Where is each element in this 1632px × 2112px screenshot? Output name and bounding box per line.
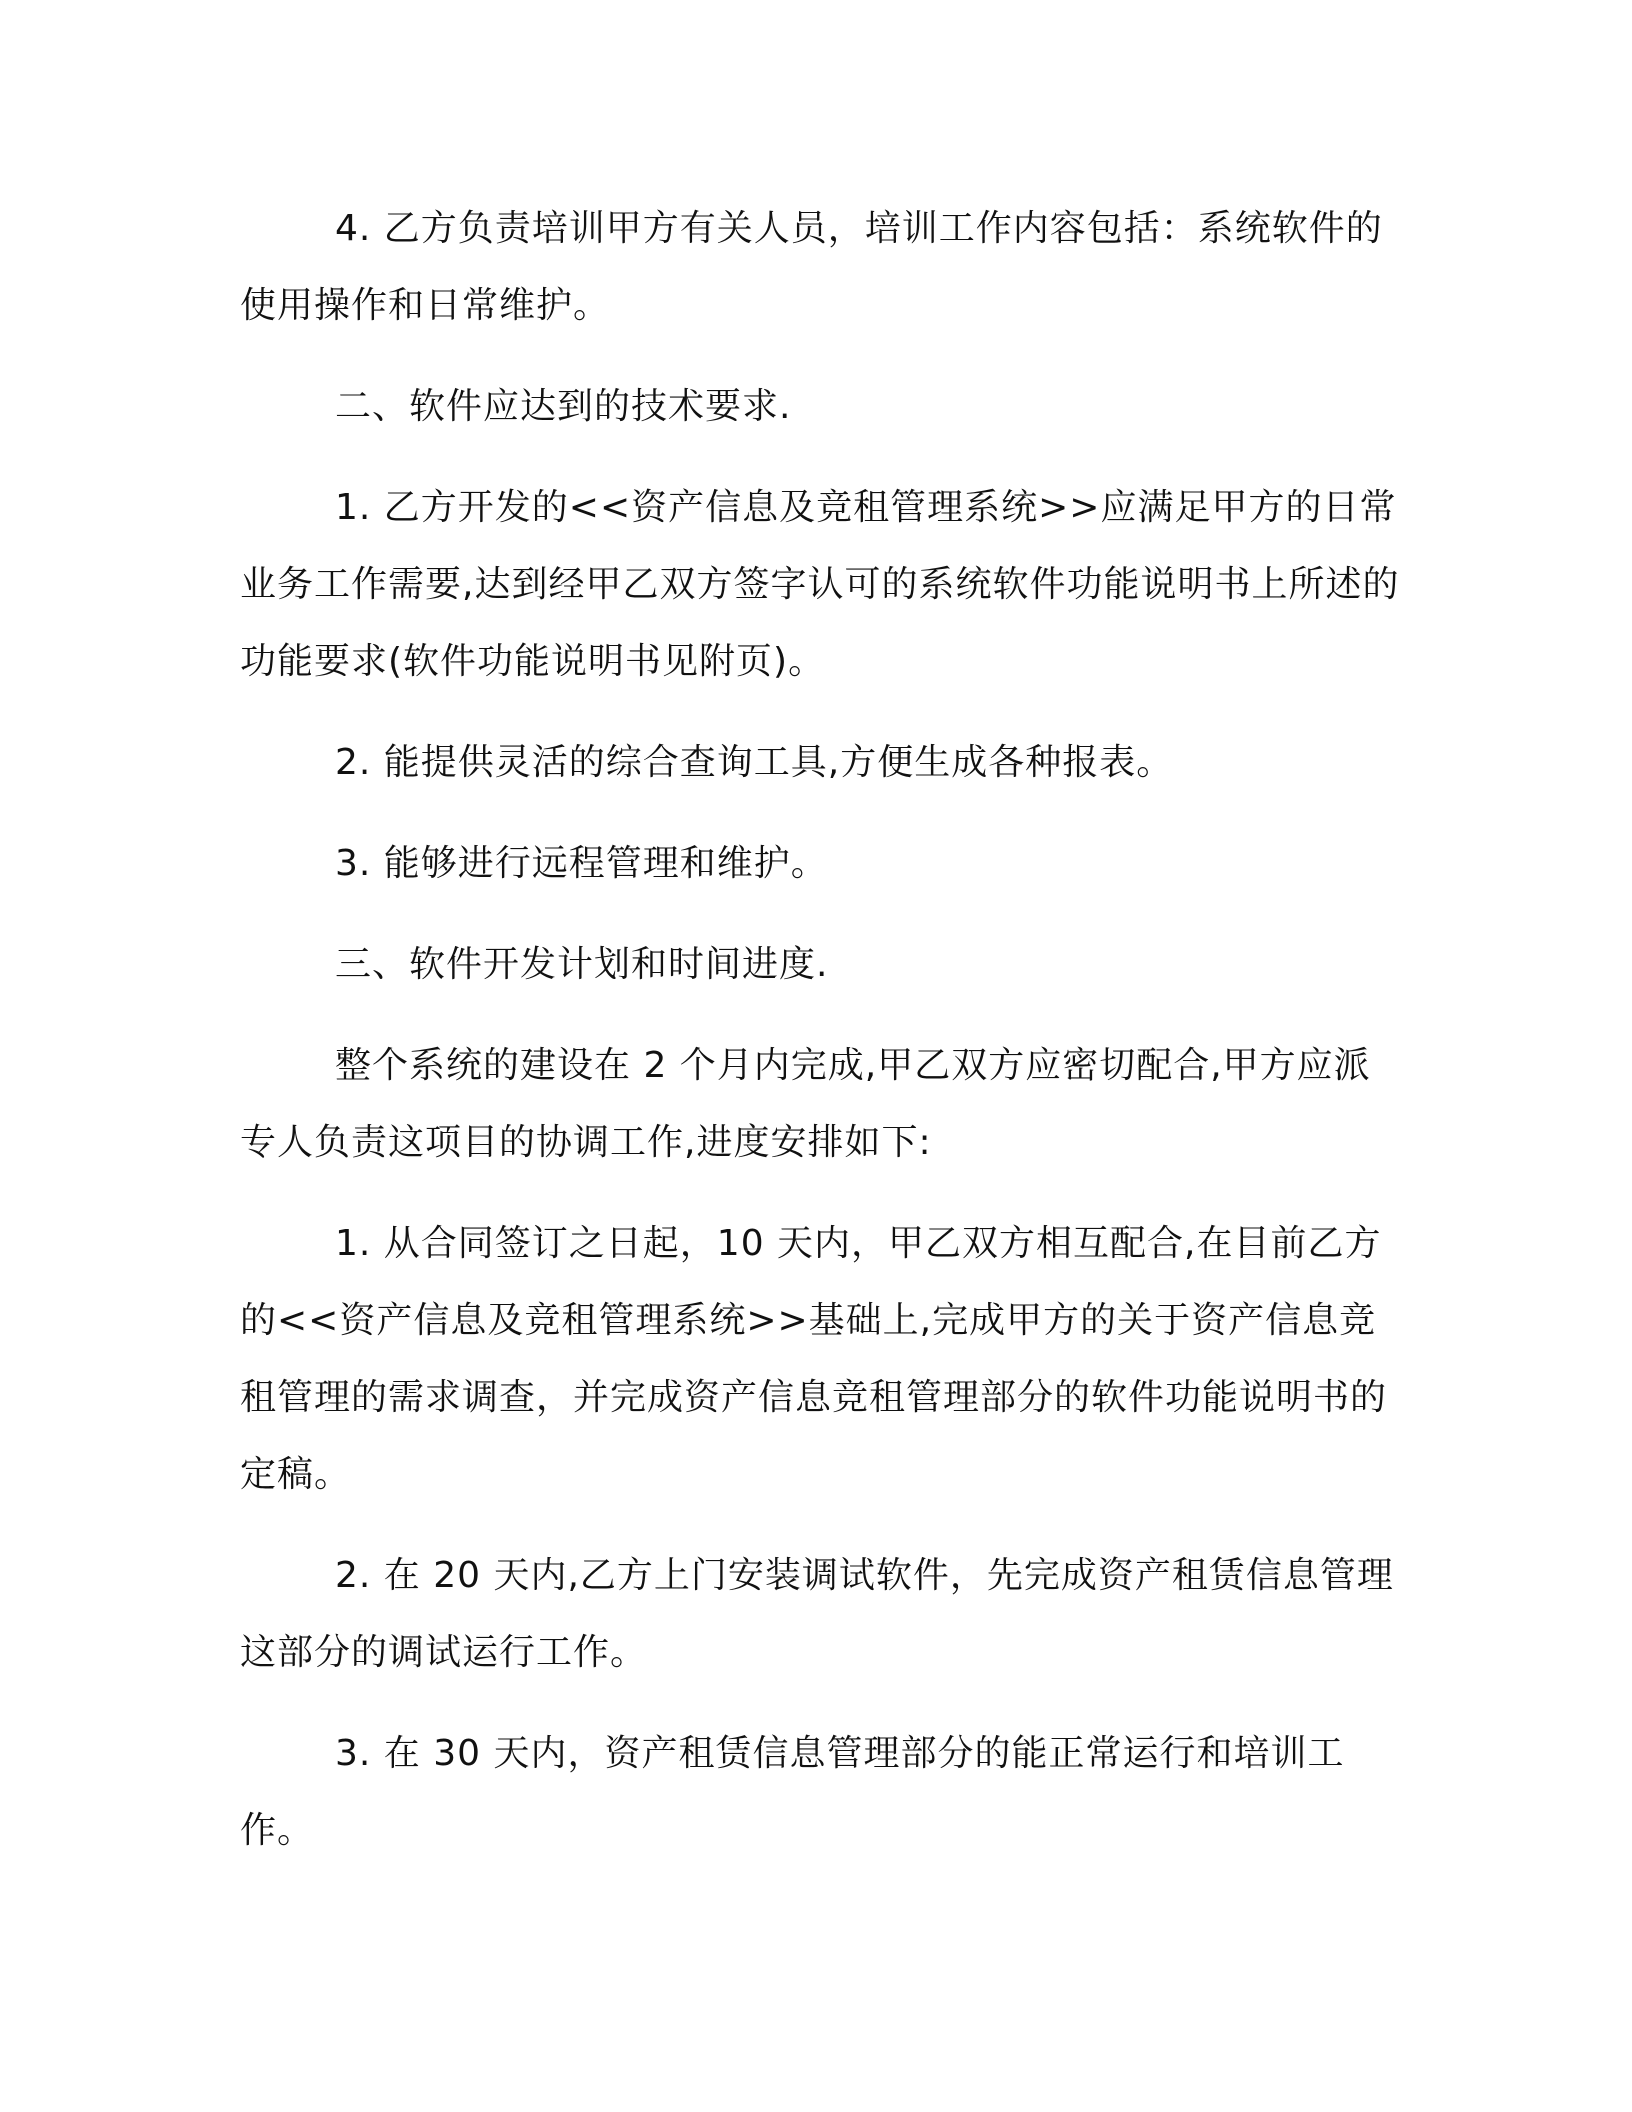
paragraph-training: 4. 乙方负责培训甲方有关人员，培训工作内容包括：系统软件的使用操作和日常维护。	[240, 208, 1383, 326]
paragraph-requirement-1: 1. 乙方开发的<<资产信息及竞租管理系统>>应满足甲方的日常业务工作需要,达到经甲乙双方签字认可的系统软件功能说明书上所述的功能要求(软件功能说明书见附页)。	[240, 487, 1400, 682]
heading-development-plan: 三、软件开发计划和时间进度.	[335, 944, 829, 985]
paragraph-requirement-2: 2. 能提供灵活的综合查询工具,方便生成各种报表。	[335, 742, 1174, 783]
heading-technical-requirements: 二、软件应达到的技术要求.	[335, 386, 792, 427]
paragraph-schedule-1: 1. 从合同签订之日起，10 天内，甲乙双方相互配合,在目前乙方的<<资产信息及竞租管理系统>>基础上,完成甲方的关于资产信息竞租管理的需求调查，并完成资产信息竞租管理部分的软件功能说明书的定稿。	[240, 1223, 1388, 1495]
paragraph-schedule-2: 2. 在 20 天内,乙方上门安装调试软件，先完成资产租赁信息管理这部分的调试运行工作。	[240, 1555, 1394, 1673]
paragraph-schedule-3: 3. 在 30 天内，资产租赁信息管理部分的能正常运行和培训工作。	[240, 1733, 1345, 1851]
paragraph-plan-intro: 整个系统的建设在 2 个月内完成,甲乙双方应密切配合,甲方应派专人负责这项目的协调工作,进度安排如下:	[240, 1045, 1371, 1163]
document-body	[240, 190, 1400, 1869]
paragraph-requirement-3: 3. 能够进行远程管理和维护。	[335, 843, 828, 884]
